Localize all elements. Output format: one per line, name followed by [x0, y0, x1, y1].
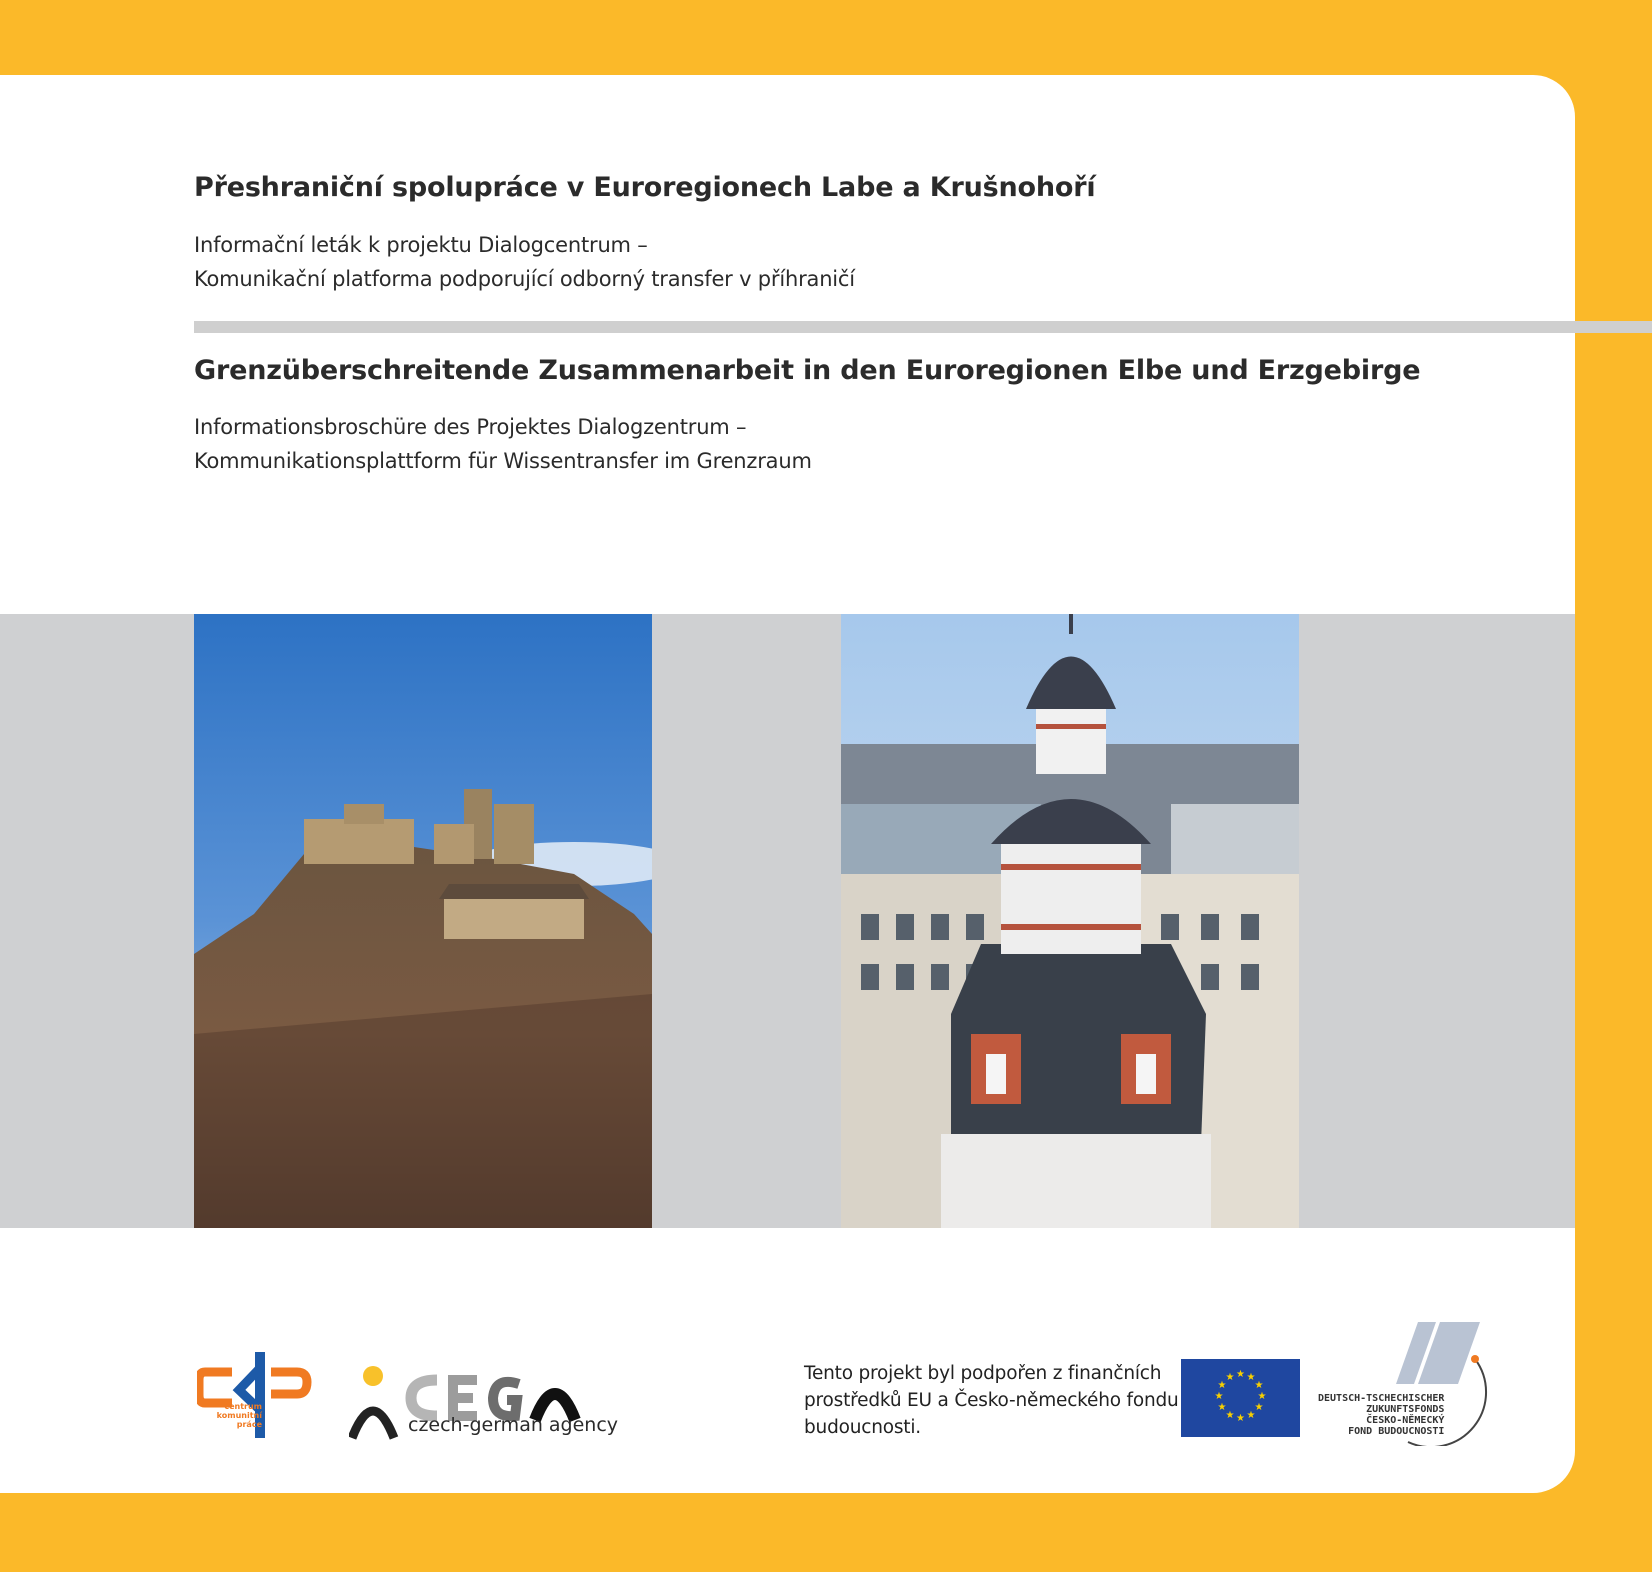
svg-text:★: ★ — [1225, 1410, 1235, 1421]
cega-caption: czech-german agency — [408, 1414, 619, 1436]
svg-text:★: ★ — [1254, 1380, 1264, 1391]
ckp-line2: komunitní — [216, 1411, 262, 1420]
ckp-logo-text — [202, 1402, 262, 1429]
czech-title: Přeshraniční spolupráce v Euroregionech Labe a Krušnohoří — [194, 172, 1096, 203]
eu-flag-icon — [1181, 1359, 1300, 1437]
section-divider — [194, 321, 1652, 333]
ckp-line1: centrum — [224, 1402, 262, 1411]
svg-text:★: ★ — [1254, 1402, 1264, 1413]
zukunftsfonds-text — [1318, 1393, 1444, 1437]
fond-line2: ZUKUNFTSFONDS — [1366, 1404, 1445, 1415]
svg-text:★: ★ — [1236, 1413, 1245, 1424]
german-subtitle-line1: Informationsbroschüre des Projektes Dialogzentrum – — [194, 415, 747, 439]
czech-subtitle-line2: Komunikační platforma podporující odborný transfer v příhraničí — [194, 267, 855, 291]
svg-text:★: ★ — [1214, 1391, 1224, 1402]
svg-text:★: ★ — [1246, 1372, 1256, 1383]
fond-line3: ČESKO-NĚMECKÝ — [1366, 1415, 1445, 1426]
german-subtitle — [194, 410, 812, 478]
fond-line4: FOND BUDOUCNOSTI — [1348, 1426, 1445, 1437]
czech-subtitle — [194, 228, 855, 296]
svg-text:★: ★ — [1236, 1369, 1245, 1380]
fond-line1: DEUTSCH-TSCHECHISCHER — [1318, 1393, 1445, 1404]
credit-line2: prostředků EU a Česko-německého fondu — [804, 1390, 1179, 1411]
eu-flag-graphic — [1181, 1359, 1300, 1437]
credit-line1: Tento projekt byl podpořen z finančních — [804, 1363, 1162, 1384]
ckp-line3: práce — [236, 1420, 262, 1429]
german-subtitle-line2: Kommunikationsplattform für Wissentransfer im Grenzraum — [194, 449, 812, 473]
svg-text:★: ★ — [1225, 1372, 1235, 1383]
svg-text:★: ★ — [1257, 1391, 1267, 1402]
ckp-logo — [197, 1350, 312, 1440]
german-title: Grenzüberschreitende Zusammenarbeit in den Euroregionen Elbe und Erzgebirge — [194, 355, 1421, 386]
church-tower-photo — [841, 614, 1299, 1228]
svg-text:★: ★ — [1217, 1402, 1227, 1413]
funding-credit — [804, 1360, 1179, 1441]
svg-text:★: ★ — [1246, 1410, 1256, 1421]
czech-subtitle-line1: Informační leták k projektu Dialogcentrum – — [194, 233, 648, 257]
castle-photo — [194, 614, 652, 1228]
credit-line3: budoucnosti. — [804, 1417, 921, 1438]
svg-text:★: ★ — [1217, 1380, 1227, 1391]
